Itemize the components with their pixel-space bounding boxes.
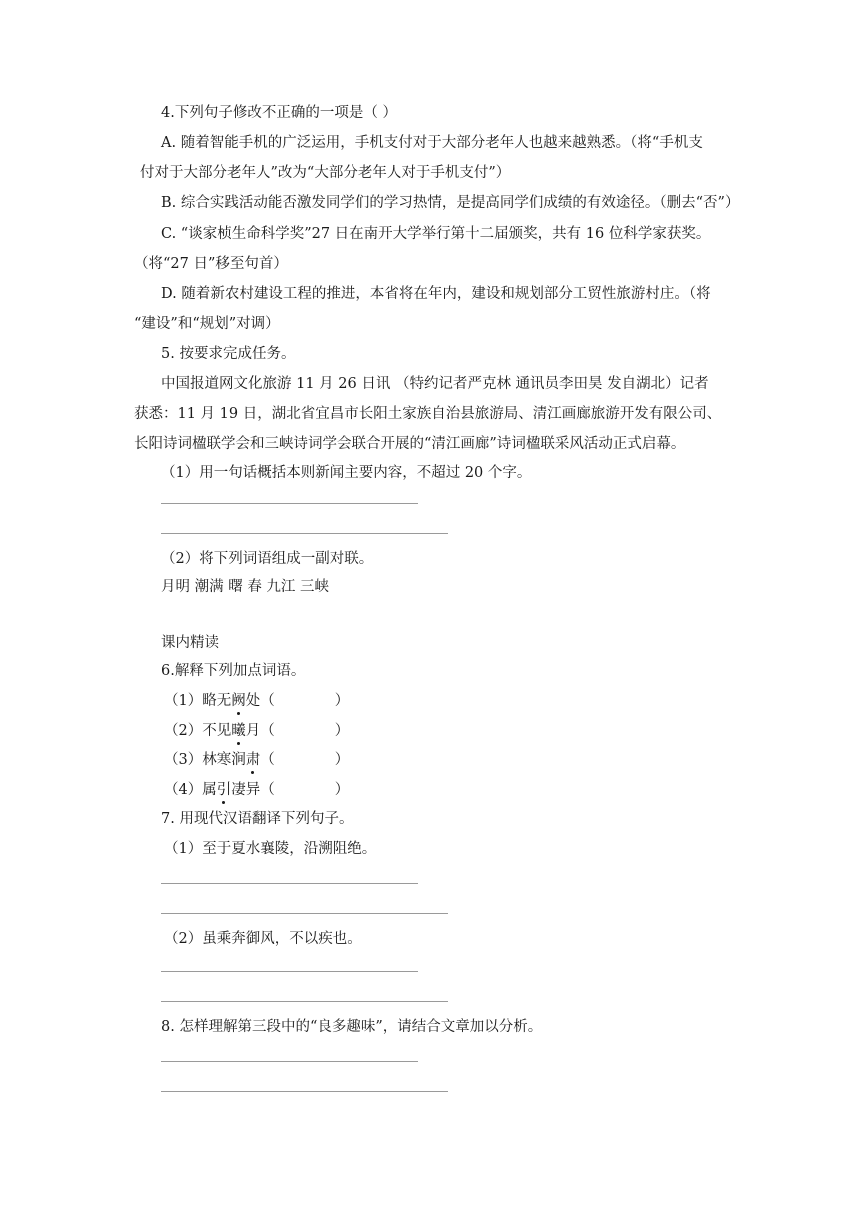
- vocab-item-2: （2）不见曦月（ ）: [164, 723, 350, 739]
- section-title: 课内精读: [161, 635, 219, 651]
- news-paragraph-line2: 获悉：11 月 19 日，湖北省宜昌市长阳土家族自治县旅游局、清江画廊旅游开发有限公司、: [134, 406, 722, 422]
- answer-line[interactable]: [161, 971, 418, 972]
- question-5-stem: 5. 按要求完成任务。: [161, 346, 296, 362]
- question-4-option-d-line1: D. 随着新农村建设工程的推进，本省将在年内，建设和规划部分工贸性旅游村庄。（将: [161, 286, 711, 302]
- question-5-sub1: （1）用一句话概括本则新闻主要内容，不超过 20 个字。: [161, 465, 532, 481]
- question-4-option-c-line1: C. “谈家桢生命科学奖”27 日在南开大学举行第十二届颁奖，共有 16 位科学家获奖。: [161, 226, 711, 242]
- question-6-stem: 6.解释下列加点词语。: [161, 663, 306, 679]
- question-7-stem: 7. 用现代汉语翻译下列句子。: [161, 811, 354, 827]
- dotted-char: 阙: [231, 693, 246, 709]
- question-8-stem: 8. 怎样理解第三段中的“良多趣味”，请结合文章加以分析。: [161, 1019, 543, 1035]
- question-4-option-c-line2: （将“27 日”移至句首）: [134, 256, 288, 272]
- answer-line[interactable]: [161, 533, 448, 534]
- answer-line[interactable]: [161, 1001, 448, 1002]
- news-paragraph-line3: 长阳诗词楹联学会和三峡诗词学会联合开展的“清江画廊”诗词楹联采风活动正式启幕。: [134, 436, 686, 452]
- answer-line[interactable]: [161, 1061, 418, 1062]
- vocab-item-3: （3）林寒涧肃（ ）: [164, 752, 350, 768]
- answer-line[interactable]: [161, 503, 418, 504]
- translate-sentence-2: （2）虽乘奔御风，不以疾也。: [164, 931, 362, 947]
- dotted-char: 肃: [245, 752, 261, 768]
- couplet-word-list: 月明 潮满 曙 春 九江 三峡: [161, 579, 330, 595]
- question-4-stem: 4.下列句子修改不正确的一项是（ ）: [161, 105, 397, 121]
- answer-line[interactable]: [161, 883, 418, 884]
- translate-sentence-1: （1）至于夏水襄陵，沿溯阻绝。: [164, 841, 377, 857]
- vocab-item-4: （4）属引凄异（ ）: [164, 782, 350, 798]
- vocab-item-1: （1）略无阙处（ ）: [164, 693, 350, 709]
- answer-line[interactable]: [161, 913, 448, 914]
- question-4-option-a-line2: 付对于大部分老年人”改为“大部分老年人对于手机支付”）: [140, 165, 511, 181]
- answer-line[interactable]: [161, 1091, 448, 1092]
- question-4-option-a-line1: A. 随着智能手机的广泛运用，手机支付对于大部分老年人也越来越熟悉。（将“手机支: [161, 135, 703, 151]
- dotted-char: 引: [216, 782, 232, 798]
- question-4-option-b: B. 综合实践活动能否激发同学们的学习热情，是提高同学们成绩的有效途径。（删去“否”）: [161, 195, 740, 211]
- dotted-char: 曦: [231, 723, 246, 739]
- question-5-sub2: （2）将下列词语组成一副对联。: [161, 551, 374, 567]
- question-4-option-d-line2: “建设”和“规划”对调）: [134, 316, 280, 332]
- news-paragraph-line1: 中国报道网文化旅游 11 月 26 日讯 （特约记者严克林 通讯员李田昊 发自湖北）记者: [161, 376, 709, 392]
